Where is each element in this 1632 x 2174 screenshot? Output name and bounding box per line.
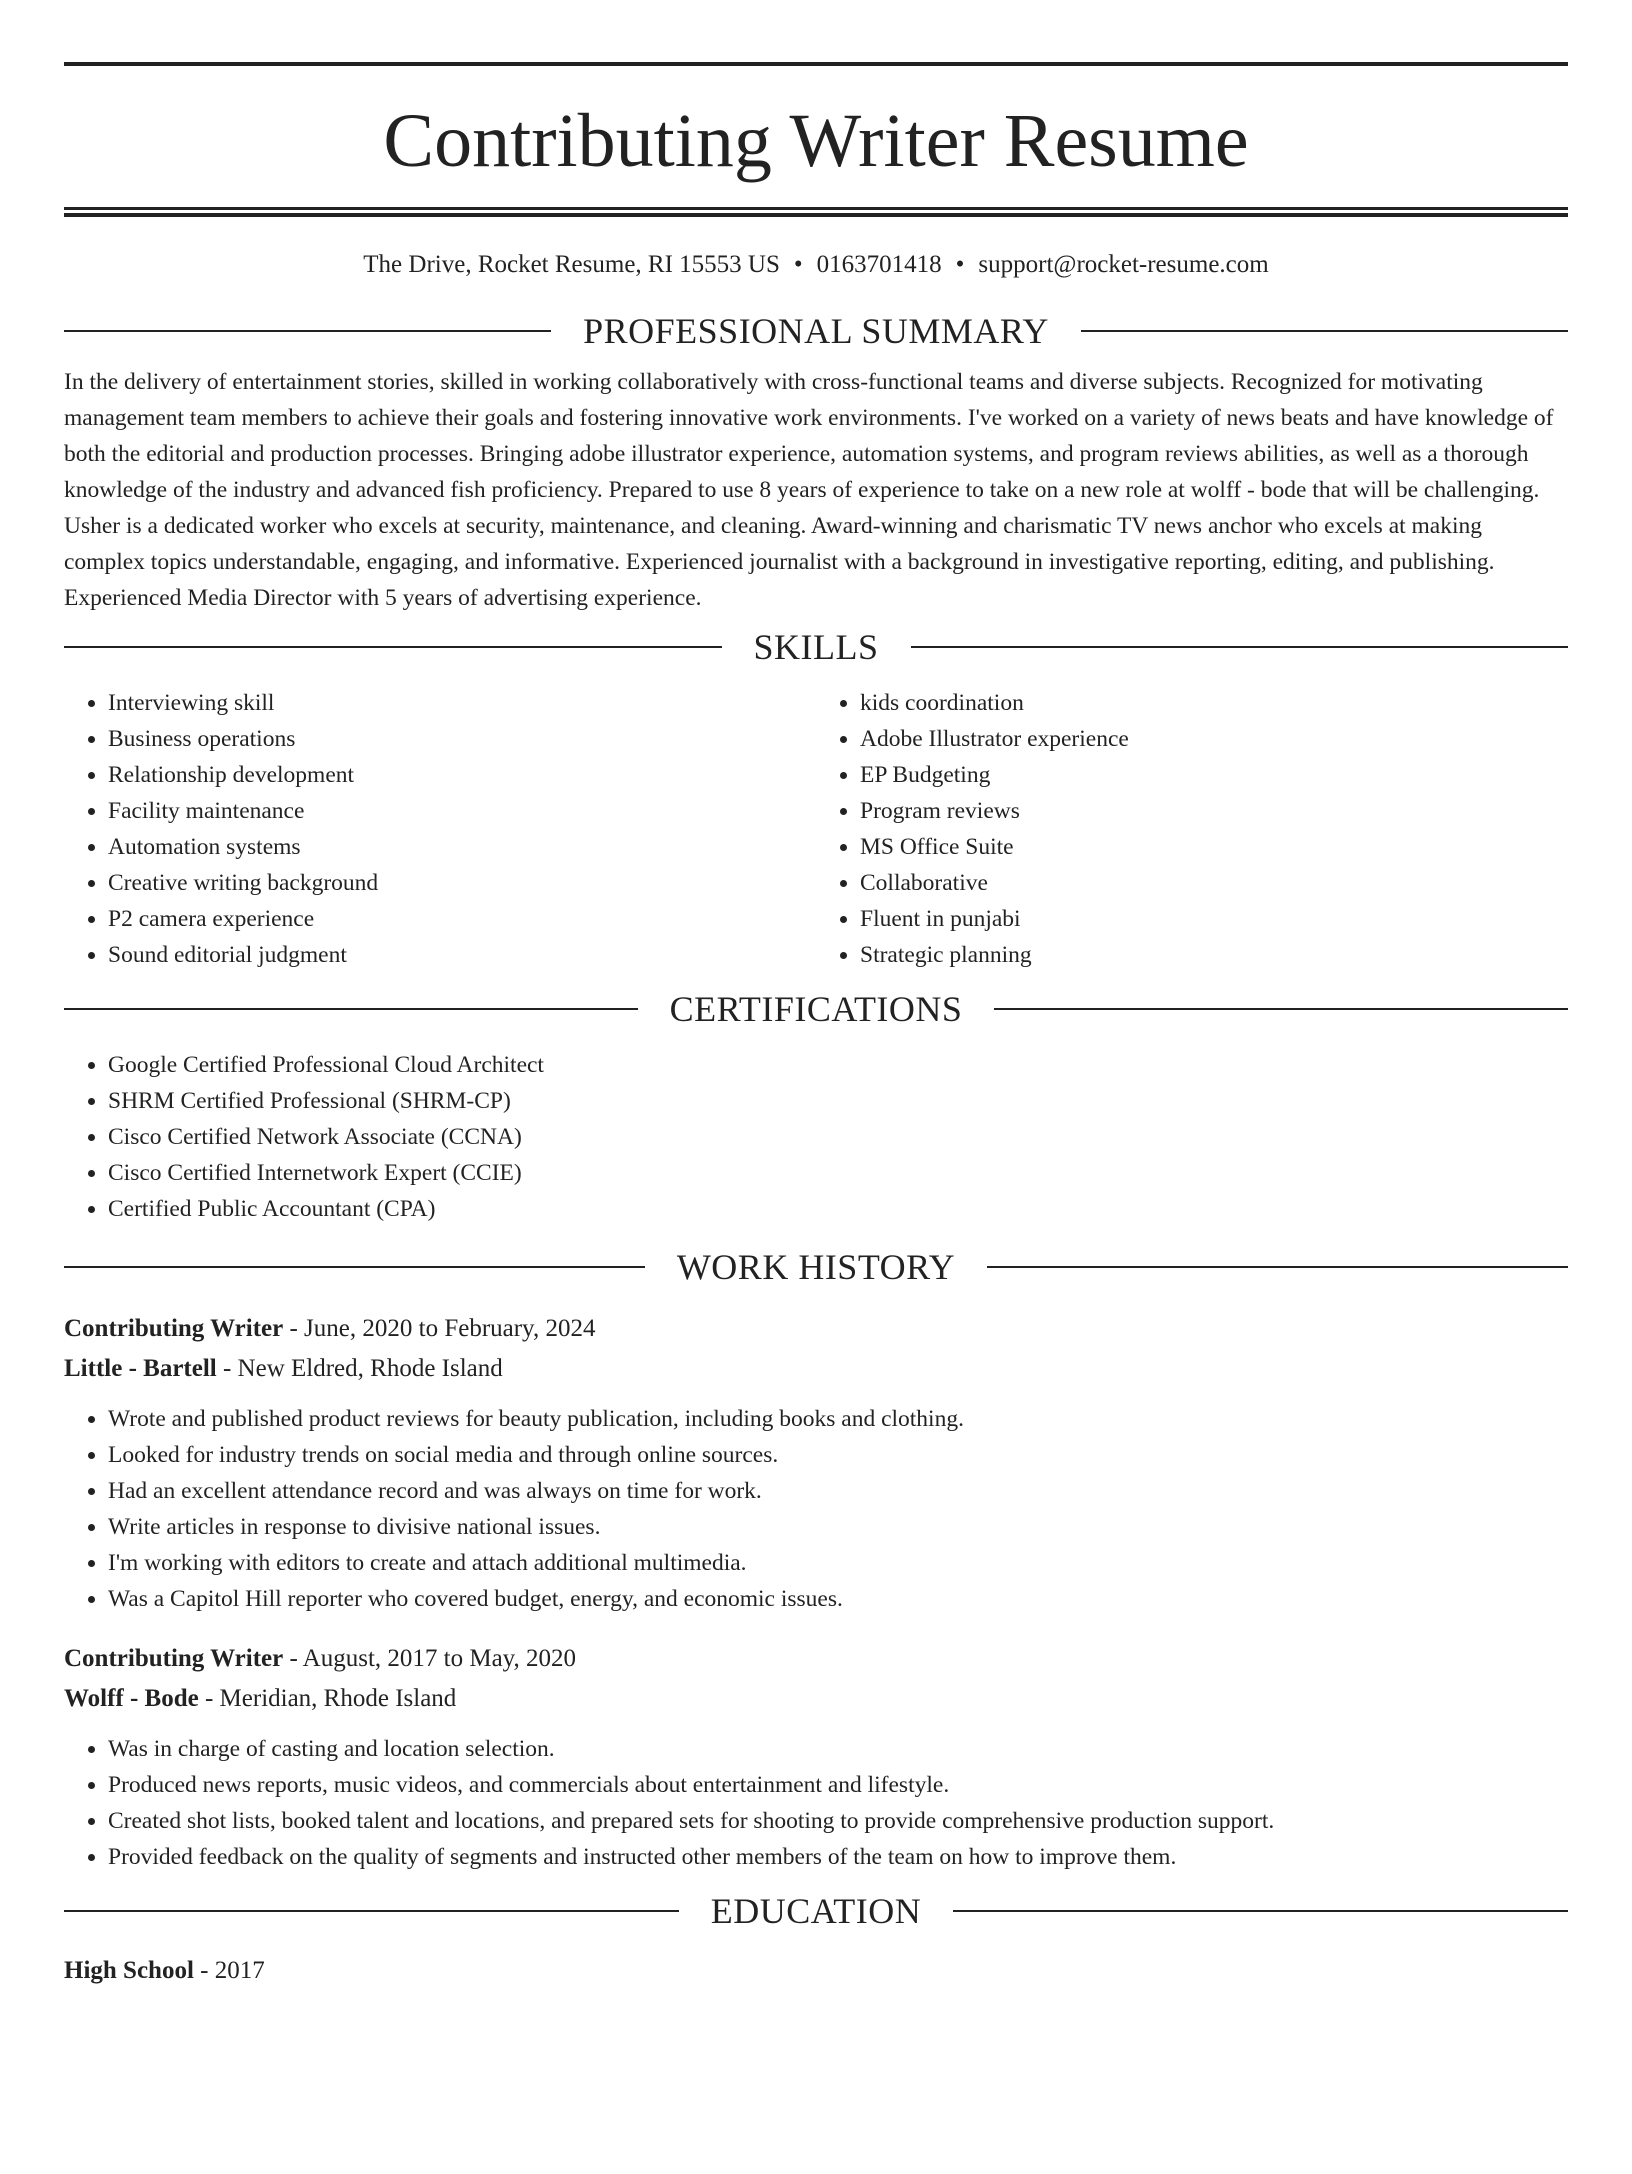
job-bullet: • Provided feedback on the quality of segments and instructed other members of the team on how to improve them. [108,1839,1568,1875]
skill-item: • Business operations [108,721,816,757]
skills-list-right [816,685,1568,973]
section-rule-left [64,1910,679,1912]
contact-email[interactable]: support@rocket-resume.com [978,251,1269,278]
job-company: Wolff - Bode [64,1685,199,1712]
contact-line [64,251,1568,291]
certifications-heading: CERTIFICATIONS [669,989,963,1029]
section-rule-right [911,646,1569,648]
section-rule-left [64,646,722,648]
job-dates: - June, 2020 to February, 2024 [283,1315,596,1342]
certification-item: • SHRM Certified Professional (SHRM-CP) [108,1083,1568,1119]
job-title: Contributing Writer [64,1315,284,1342]
job-entry [64,1309,1568,1617]
resume-page [0,62,1632,2174]
section-rule-right [953,1910,1568,1912]
section-rule-left [64,1266,645,1268]
skill-item: • Automation systems [108,829,816,865]
job-title: Contributing Writer [64,1645,284,1672]
summary-section-header [64,313,1568,349]
job-bullet: • Wrote and published product reviews for beauty publication, including books and clothing. [108,1401,1568,1437]
skill-item: • Facility maintenance [108,793,816,829]
job-entry [64,1639,1568,1875]
job-company: Little - Bartell [64,1355,217,1382]
skills-heading: SKILLS [753,627,879,667]
job-location: - New Eldred, Rhode Island [216,1355,503,1382]
skills-columns [64,685,1568,973]
skills-section-header [64,629,1568,665]
job-bullet: • Looked for industry trends on social media and through online sources. [108,1437,1568,1473]
job-location: - Meridian, Rhode Island [198,1685,457,1712]
job-title-line [64,1309,1568,1349]
education-heading: EDUCATION [710,1891,922,1931]
summary-heading: PROFESSIONAL SUMMARY [583,311,1049,351]
section-rule-left [64,330,551,332]
skill-item: • Interviewing skill [108,685,816,721]
skill-item: • Program reviews [860,793,1568,829]
skill-item: • Relationship development [108,757,816,793]
skill-item: • kids coordination [860,685,1568,721]
section-rule-left [64,1008,638,1010]
job-bullets [64,1731,1568,1875]
section-rule-right [1081,330,1568,332]
contact-separator: • [793,251,803,278]
skill-item: • Collaborative [860,865,1568,901]
job-title-line [64,1639,1568,1679]
section-rule-right [994,1008,1568,1010]
skill-item: • Creative writing background [108,865,816,901]
certification-item: • Cisco Certified Internetwork Expert (CCIE) [108,1155,1568,1191]
education-section-header [64,1893,1568,1929]
certification-item: • Google Certified Professional Cloud Architect [108,1047,1568,1083]
certification-item: • Certified Public Accountant (CPA) [108,1191,1568,1227]
certifications-section-header [64,991,1568,1027]
skill-item: • P2 camera experience [108,901,816,937]
education-year: - 2017 [193,1957,265,1984]
job-dates: - August, 2017 to May, 2020 [283,1645,577,1672]
contact-phone[interactable]: 0163701418 [816,251,942,278]
skill-item: • Fluent in punjabi [860,901,1568,937]
contact-separator: • [955,251,965,278]
job-bullet: • Had an excellent attendance record and was always on time for work. [108,1473,1568,1509]
skill-item: • Adobe Illustrator experience [860,721,1568,757]
job-bullet: • Produced news reports, music videos, and commercials about entertainment and lifestyle. [108,1767,1568,1803]
job-bullet: • Write articles in response to divisive national issues. [108,1509,1568,1545]
contact-address: The Drive, Rocket Resume, RI 15553 US [363,251,780,278]
education-entry [64,1951,1568,1991]
skill-item: • MS Office Suite [860,829,1568,865]
skill-item: • EP Budgeting [860,757,1568,793]
work-section-header [64,1249,1568,1285]
job-bullet: • Was a Capitol Hill reporter who covered budget, energy, and economic issues. [108,1581,1568,1617]
work-heading: WORK HISTORY [676,1247,956,1287]
section-rule-right [987,1266,1568,1268]
skills-list-left [64,685,816,973]
page-title: Contributing Writer Resume [383,99,1249,183]
job-company-line [64,1679,1568,1719]
title-double-rule [64,207,1568,217]
job-bullet: • Created shot lists, booked talent and locations, and prepared sets for shooting to provide comprehensive production support. [108,1803,1568,1839]
job-bullet: • I'm working with editors to create and attach additional multimedia. [108,1545,1568,1581]
skill-item: • Sound editorial judgment [108,937,816,973]
job-company-line [64,1349,1568,1389]
certifications-list [64,1047,1568,1227]
top-rule [64,62,1568,66]
job-bullet: • Was in charge of casting and location selection. [108,1731,1568,1767]
certification-item: • Cisco Certified Network Associate (CCNA) [108,1119,1568,1155]
summary-text: In the delivery of entertainment stories, skilled in working collaboratively with cross-functional teams and diverse subjects. Recognized for motivating management team members to achieve their goals and fostering innovative work environments. I've worked on a variety of news beats and have knowledge of both the editorial and production processes. Bringing adobe illustrator experience, automation systems, and program reviews abilities, as well as a thorough knowledge of the industry and advanced fish proficiency. Prepared to use 8 years of experience to take on a new role at wolff - bode that will be challenging. Usher is a dedicated worker who excels at security, maintenance, and cleaning. Award-winning and charismatic TV news anchor who excels at making complex topics understandable, engaging, and informative. Experienced journalist with a background in investigative reporting, editing, and publishing. Experienced Media Director with 5 years of advertising experience. [64,369,1554,611]
skill-item: • Strategic planning [860,937,1568,973]
job-bullets [64,1401,1568,1617]
education-degree: High School [64,1957,194,1984]
